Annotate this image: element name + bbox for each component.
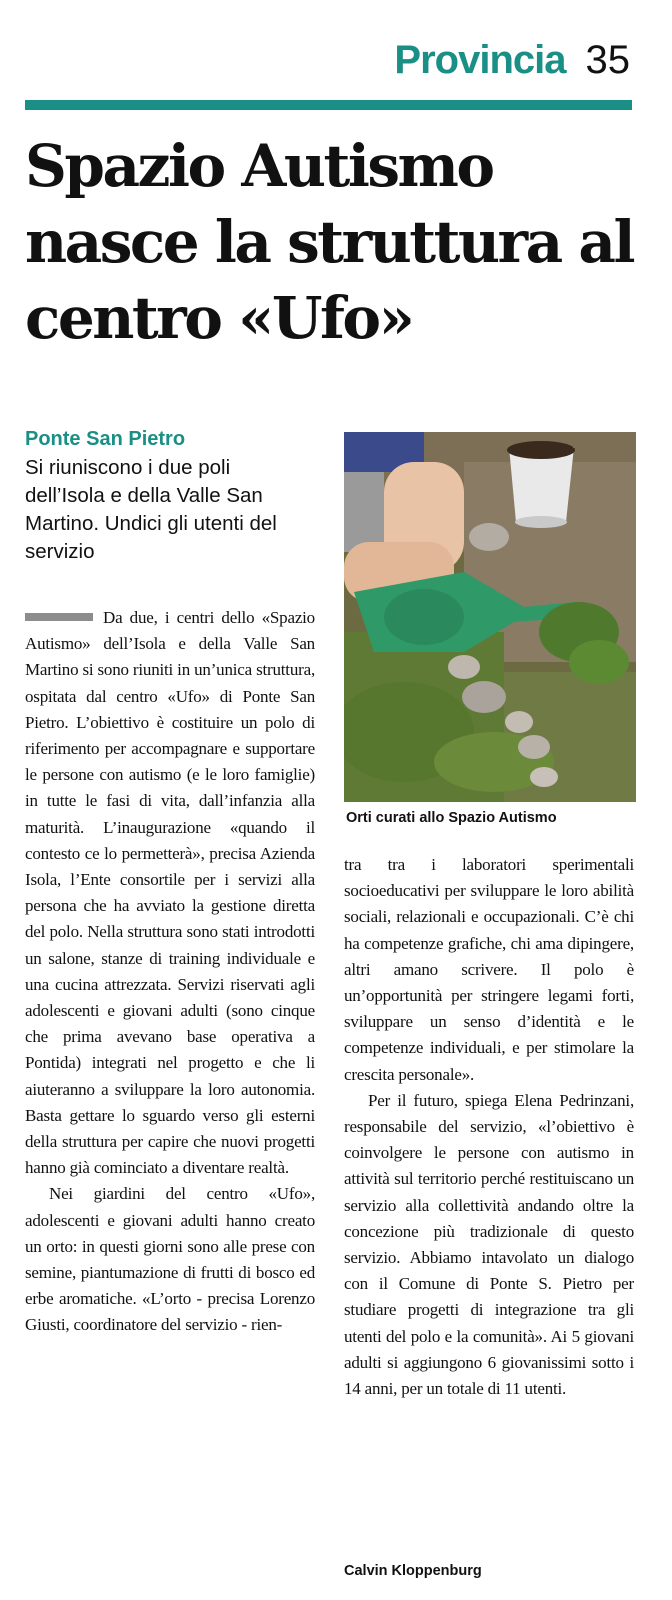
byline: Calvin Kloppenburg <box>344 1563 482 1579</box>
photo-caption: Orti curati allo Spazio Autismo <box>346 810 557 826</box>
header-rule <box>25 100 632 110</box>
kicker: Ponte San Pietro <box>25 428 186 450</box>
subhead: Si riuniscono i due poli dell’Isola e della Valle San Martino. Undici gli utenti del servizio <box>25 456 277 563</box>
section-header <box>394 38 630 88</box>
headline: Spazio Autismo nasce la struttura al centro «Ufo» <box>25 132 633 352</box>
lead-marker <box>25 613 93 621</box>
page-number: 35 <box>585 38 630 82</box>
article-column-1 <box>25 605 315 1339</box>
body-paragraph: Per il futuro, spiega Elena Pedrinzani, responsabile del servizio, «l’obiettivo è coinvolgere le persone con autismo in attività sul territorio perché restituiscano un servizio alla collettività andando oltre la concezione più tradizionale di questo servizio. Abbiamo intavolato un dialogo con il Comune di Ponte S. Pietro per studiare progetti di integrazione tra gli utenti del polo e la comunità». Ai 5 giovani adulti si aggiungono 6 giovanissimi sotto i 14 anni, per un totale di 11 utenti. <box>344 1090 634 1399</box>
photo-illustration <box>344 432 636 802</box>
article-photo <box>344 432 636 802</box>
section-name: Provincia <box>394 38 566 82</box>
article-column-2 <box>344 852 634 1402</box>
body-paragraph: tra tra i laboratori sperimentali socioeducativi per sviluppare le loro abilità sociali, relazionali e occupazionali. C’è chi ha competenze grafiche, chi ama dipingere, altri amano scrivere. Il polo è un’opportunità per stringere legami forti, sviluppare un senso d’identità e le competenze individuali, e per stimolare la crescita personale». <box>344 855 634 1084</box>
body-paragraph: Da due, i centri dello «Spazio Autismo» dell’Isola e della Valle San Martino si sono riuniti in un’unica struttura, ospitata dal centro «Ufo» di Ponte San Pietro. L’obiettivo è costituire un polo di riferimento per accompagnare e supportare le persone con autismo (e le loro famiglie) in tutte le fasi di vita, dall’infanzia alla maturità. L’inaugurazione «quando il contesto ce lo permetterà», precisa Azienda Isola, l’Ente consortile per i servizi alla persona che ha avviato la gestione diretta del polo. Nella struttura sono stati introdotti un salone, stanze di training individuale e una cucina attrezzata. Servizi riservati agli adolescenti e giovani adulti (sono cinque che prima avevano base operativa a Pontida) integrati nel progetto e che li aiuteranno a sviluppare la loro autonomia. Basta gettare lo sguardo verso gli esterni della struttura per capire che nuovi progetti hanno già cominciato a diventare realtà. <box>25 608 315 1178</box>
body-paragraph: Nei giardini del centro «Ufo», adolescenti e giovani adulti hanno creato un orto: in questi giorni sono alle prese con semine, piantumazione di frutti di bosco ed erbe aromatiche. «L’orto - precisa Lorenzo Giusti, coordinatore del servizio - rien- <box>25 1184 315 1335</box>
